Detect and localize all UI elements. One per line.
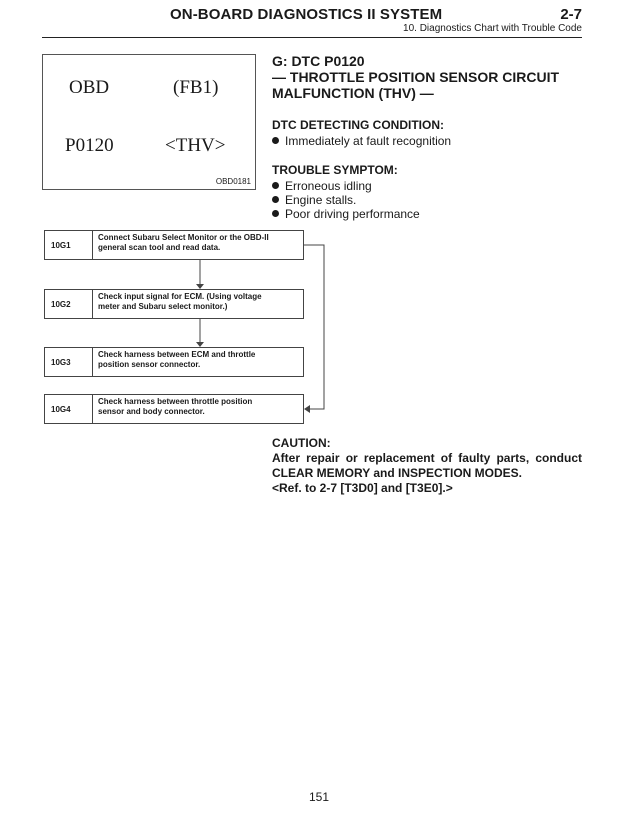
figure-fb1-label: (FB1) [173, 77, 219, 98]
list-item: Engine stalls. [272, 193, 584, 207]
step-description: Check harness between throttle position sensor and body connector. [98, 397, 253, 416]
step-id: 10G2 [45, 290, 93, 318]
list-item: Erroneous idling [272, 179, 584, 193]
step-id: 10G3 [45, 348, 93, 376]
arrowhead-icon [196, 284, 204, 289]
caution-block [272, 436, 582, 496]
figure-dtc-code: P0120 [65, 135, 114, 156]
caution-text-line2: CLEAR MEMORY and INSPECTION MODES. [272, 466, 523, 480]
figure-id: OBD0181 [215, 177, 251, 186]
dtc-title-line3: MALFUNCTION (THV) — [272, 85, 434, 101]
section-subtitle: 10. Diagnostics Chart with Trouble Code [403, 23, 582, 34]
dtc-title-line2: — THROTTLE POSITION SENSOR CIRCUIT [272, 69, 560, 85]
step-description: Check input signal for ECM. (Using voltage meter and Subaru select monitor.) [98, 292, 262, 311]
caution-reference: <Ref. to 2-7 [T3D0] and [T3E0].> [272, 481, 453, 495]
step-description: Check harness between ECM and throttle position sensor connector. [98, 350, 256, 369]
caution-text-line1: After repair or replacement of faulty parts, conduct [272, 451, 582, 465]
arrowhead-icon [304, 405, 310, 413]
symptom-heading: TROUBLE SYMPTOM: [272, 163, 398, 177]
condition-heading: DTC DETECTING CONDITION: [272, 118, 444, 132]
page-number: 151 [308, 790, 330, 804]
arrow-10g1-to-10g4 [304, 245, 324, 409]
section-title: ON-BOARD DIAGNOSTICS II SYSTEM [170, 6, 443, 23]
list-item: Immediately at fault recognition [272, 134, 584, 148]
step-id: 10G1 [45, 231, 93, 259]
section-number: 2-7 [560, 6, 582, 23]
step-description: Connect Subaru Select Monitor or the OBD-II general scan tool and read data. [98, 233, 269, 252]
arrowhead-icon [196, 342, 204, 347]
figure-obd-label: OBD [69, 77, 110, 98]
figure-thv-label: <THV> [165, 135, 226, 156]
step-id: 10G4 [45, 395, 93, 423]
dtc-title-line1: G: DTC P0120 [272, 53, 365, 69]
caution-heading: CAUTION: [272, 436, 331, 450]
list-item: Poor driving performance [272, 207, 584, 221]
